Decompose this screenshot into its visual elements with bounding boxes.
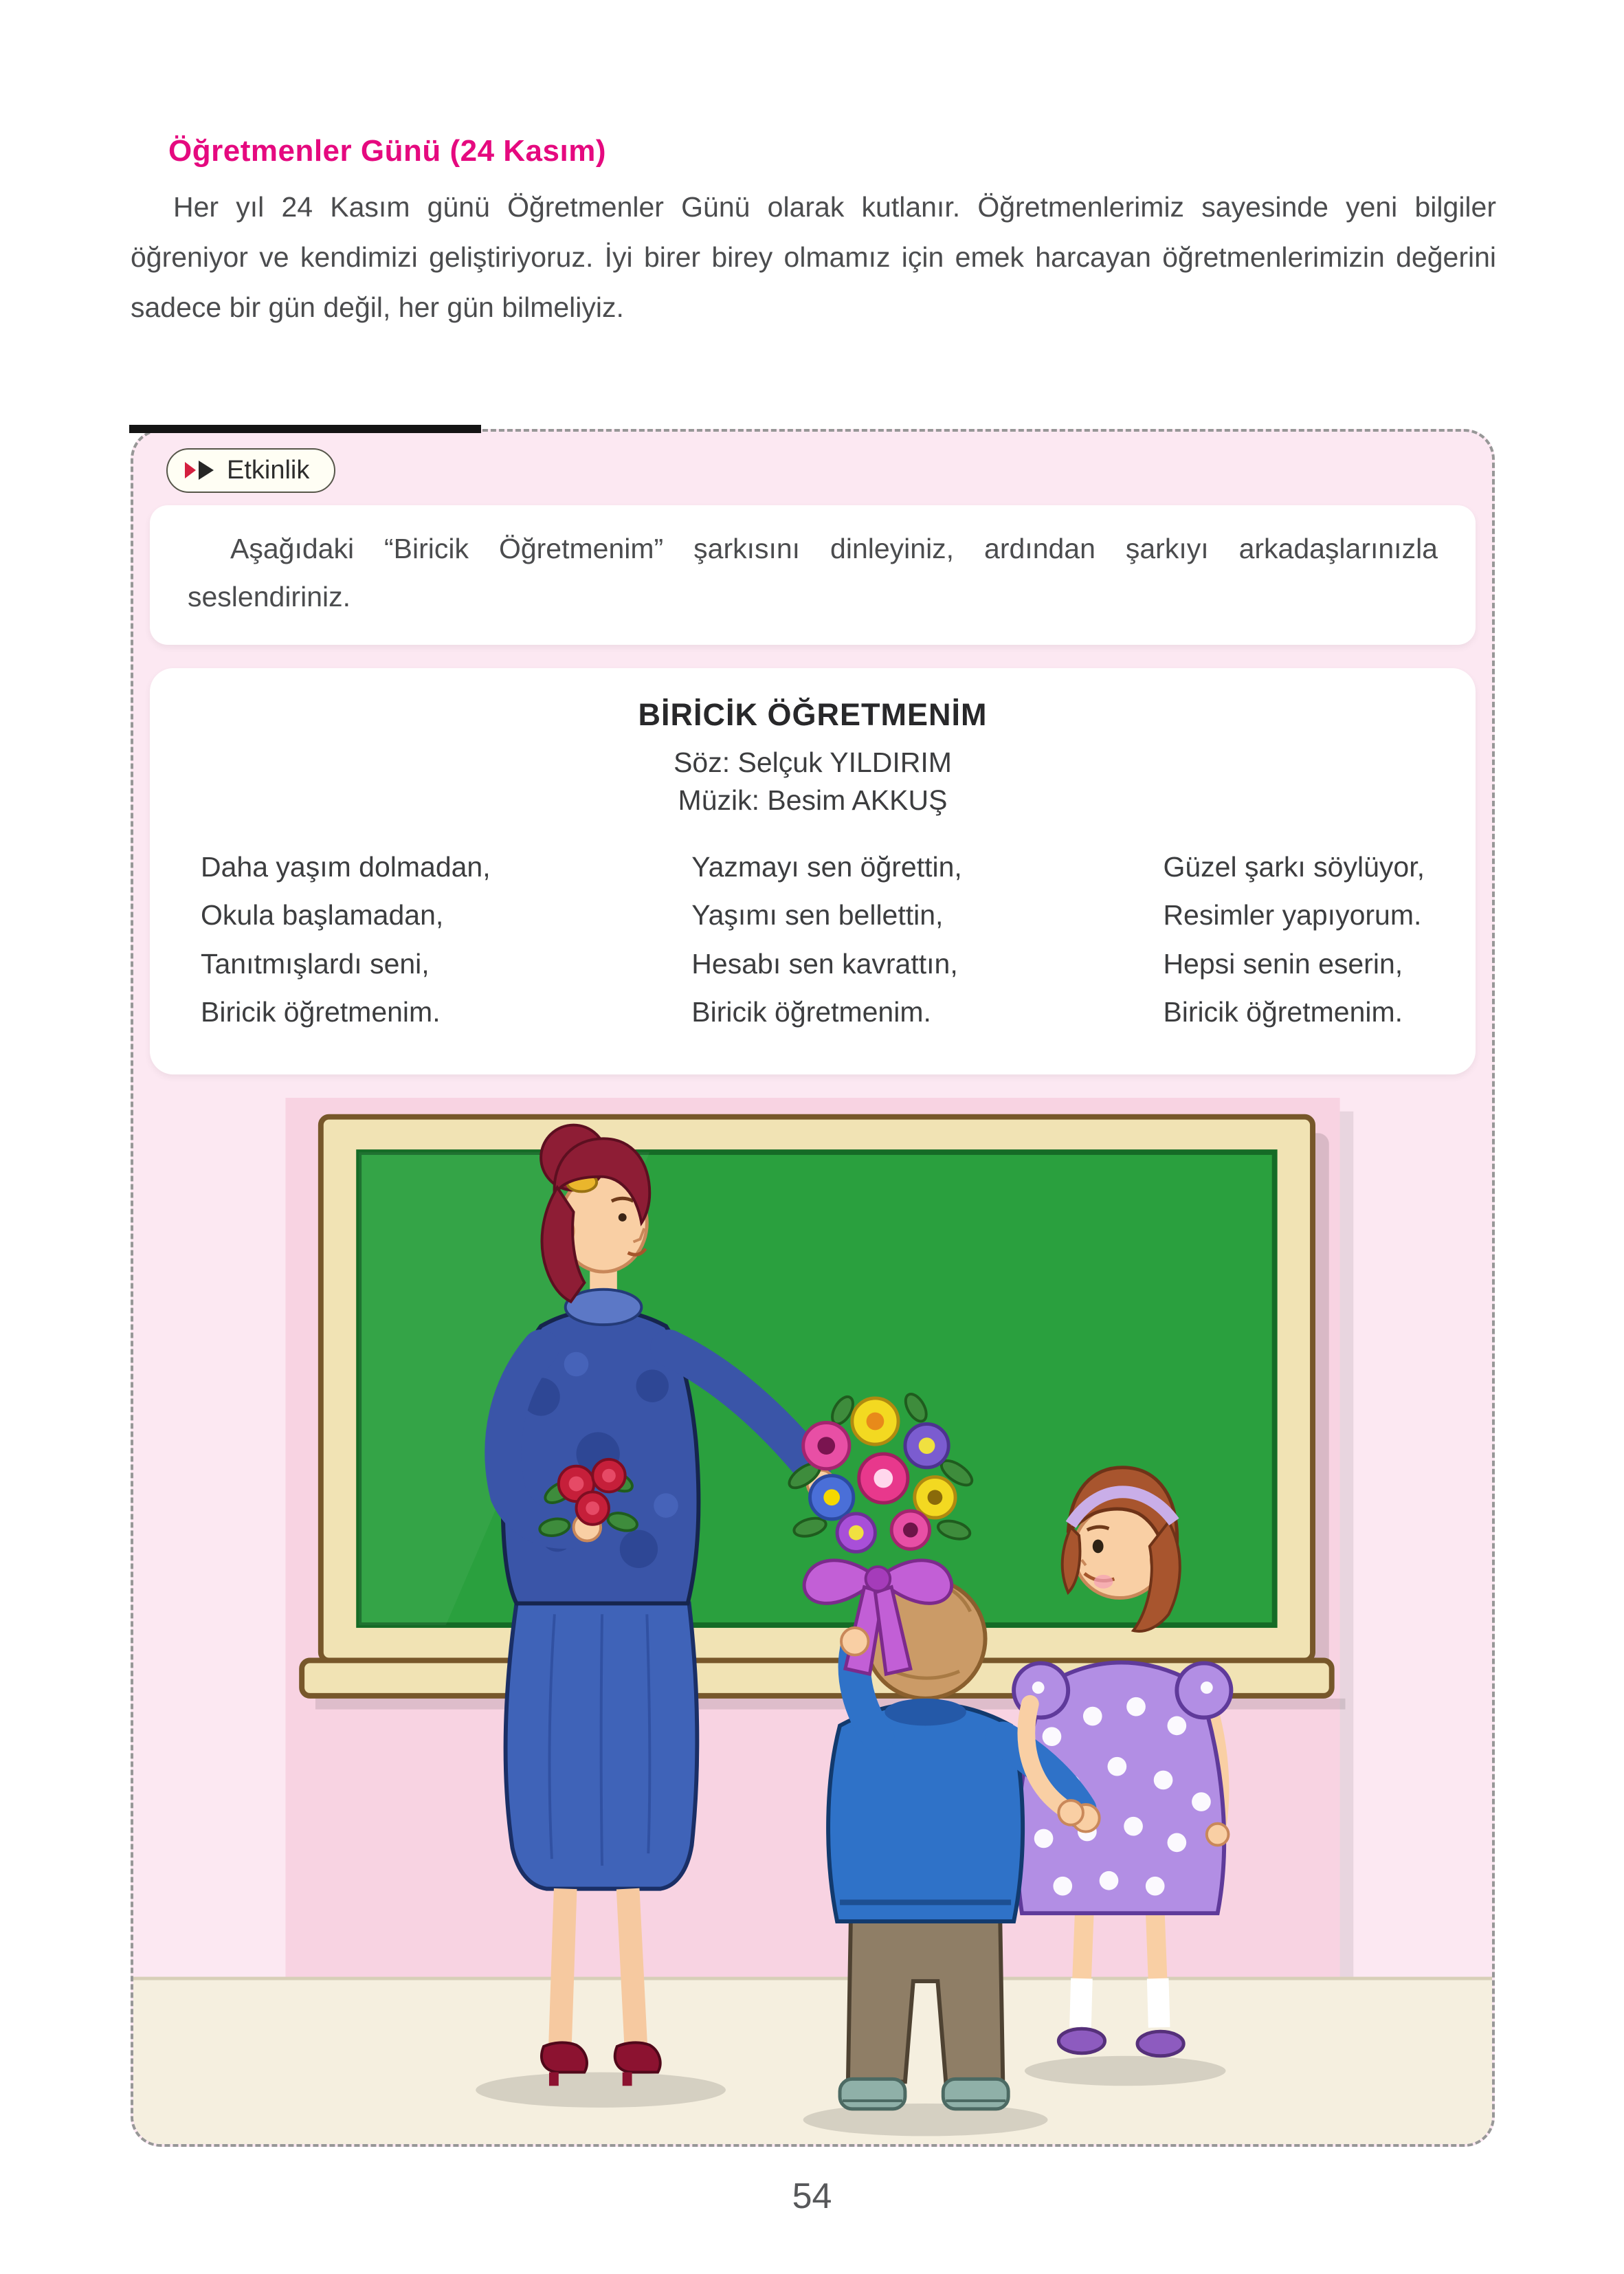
song-title: BİRİCİK ÖĞRETMENİM xyxy=(638,696,988,732)
verse-line: Biricik öğretmenim. xyxy=(201,996,441,1028)
verse-line: Güzel şarkı söylüyor, xyxy=(1163,850,1425,883)
decorative-top-bar xyxy=(129,425,481,433)
verse-line: Resimler yapıyorum. xyxy=(1163,899,1422,931)
verse-line: Hesabı sen kavrattın, xyxy=(691,947,958,980)
activity-badge xyxy=(166,448,335,493)
verse-line: Tanıtmışlardı seni, xyxy=(201,947,430,980)
instruction-panel xyxy=(150,505,1476,645)
song-verses xyxy=(191,843,1434,1037)
song-panel xyxy=(150,668,1476,1074)
verse-3 xyxy=(1163,843,1425,1037)
activity-section xyxy=(131,429,1495,2147)
verse-line: Okula başlamadan, xyxy=(201,899,444,931)
classroom-illustration xyxy=(133,1098,1492,2144)
song-composer: Müzik: Besim AKKUŞ xyxy=(678,784,948,816)
instruction-text: Aşağıdaki “Biricik Öğretmenim” şarkısını dinleyiniz, ardından şarkıyı arkadaşlarınızla seslendiriniz. xyxy=(188,532,1438,613)
play-arrows-icon xyxy=(181,458,217,483)
page-number: 54 xyxy=(792,2176,832,2217)
activity-box xyxy=(131,429,1495,2147)
verse-line: Daha yaşım dolmadan, xyxy=(201,850,491,883)
page-title: Öğretmenler Günü (24 Kasım) xyxy=(168,134,606,168)
verse-1 xyxy=(201,843,491,1037)
activity-badge-label: Etkinlik xyxy=(227,455,310,485)
verse-line: Biricik öğretmenim. xyxy=(691,996,931,1028)
verse-line: Hepsi senin eserin, xyxy=(1163,947,1403,980)
boy-hand xyxy=(841,1628,869,1655)
intro-paragraph: Her yıl 24 Kasım günü Öğretmenler Günü olarak kutlanır. Öğretmenlerimiz sayesinde yeni bilgiler öğreniyor ve kendimizi geliştiriyoruz. İyi birer birey olmamız için emek harcayan öğretmenlerimizin değerini sadece bir gün değil, her gün bilmeliyiz. xyxy=(131,191,1496,323)
song-lyricist: Söz: Selçuk YILDIRIM xyxy=(674,746,952,778)
verse-line: Biricik öğretmenim. xyxy=(1163,996,1403,1028)
verse-2 xyxy=(691,843,961,1037)
teacher-receiving-flowers-scene xyxy=(133,1098,1492,2144)
verse-line: Yazmayı sen öğrettin, xyxy=(691,850,962,883)
verse-line: Yaşımı sen bellettin, xyxy=(691,899,944,931)
